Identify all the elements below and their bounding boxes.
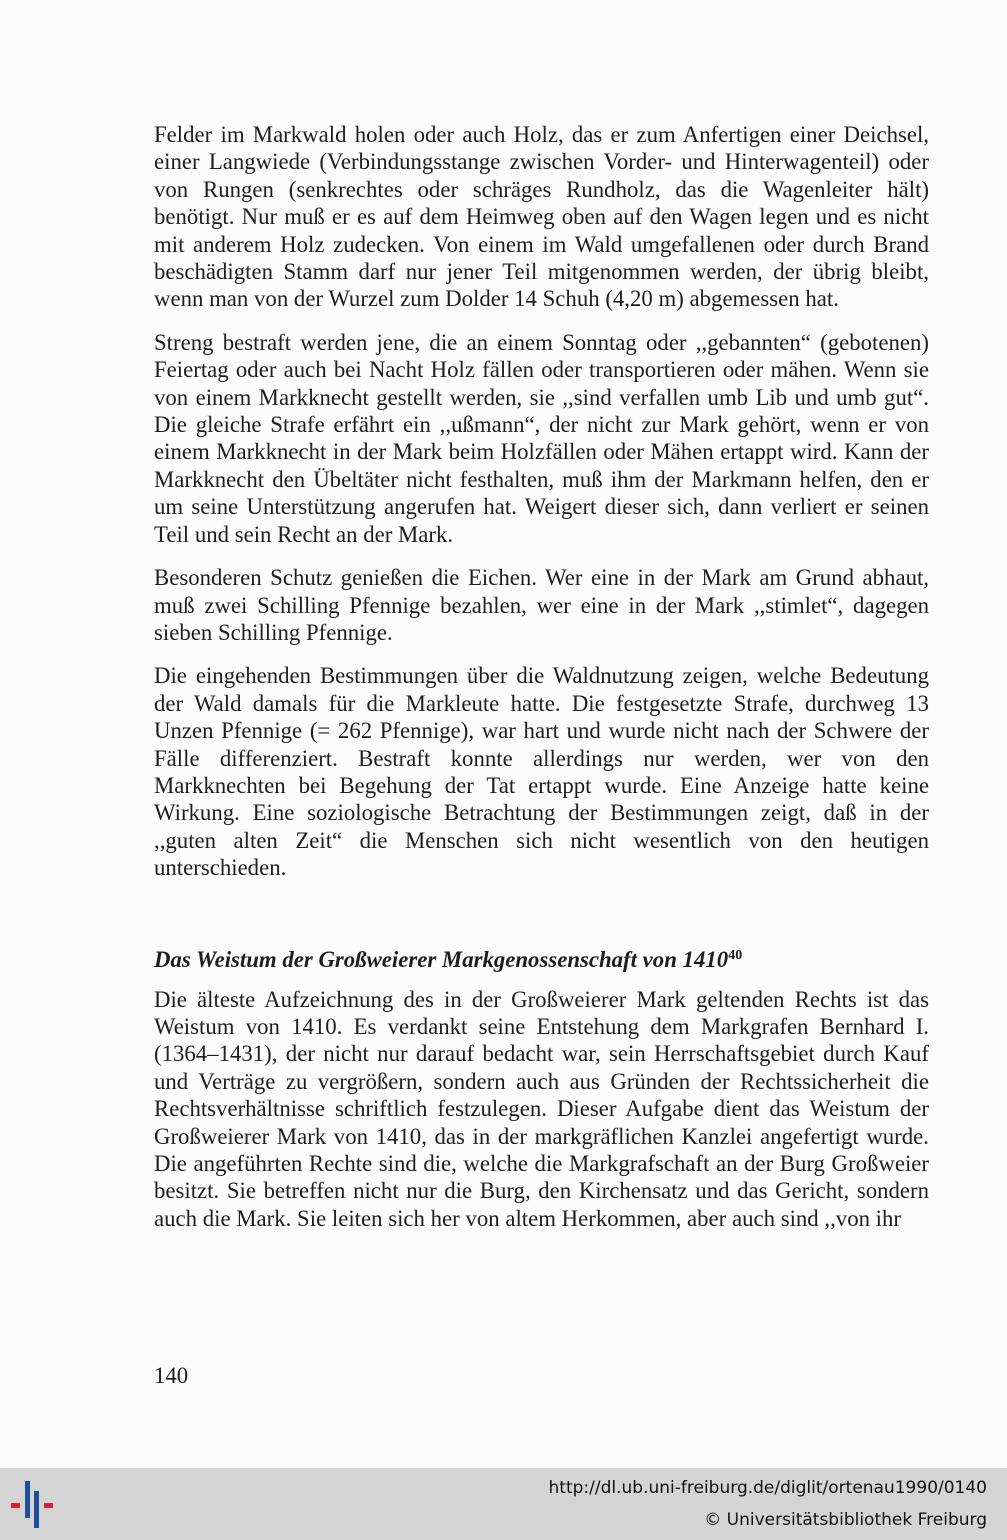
ub-freiburg-logo-icon[interactable] bbox=[8, 1476, 64, 1532]
paragraph-1: Felder im Markwald holen oder auch Holz, das er zum Anfertigen einer Deichsel, einer Langwiede (Verbindungsstange zwischen Vorder- und Hinterwagenteil) oder von Rungen (senkrechtes oder schräges Rundholz, das die Wagenleiter hält) benötigt. Nur muß er es auf dem Heimweg oben auf den Wagen legen und es nicht mit anderem Holz zudecken. Von einem im Wald umgefallenen oder durch Brand beschädigten Stamm darf nur jener Teil mitgenommen werden, der übrig bleibt, wenn man von der Wurzel zum Dolder 14 Schuh (4,20 m) abgemessen hat. bbox=[154, 122, 929, 312]
page-number: 140 bbox=[154, 1363, 189, 1388]
footer-bar bbox=[0, 1468, 1007, 1540]
section-heading-text: Das Weistum der Großweierer Markgenossenschaft von 1410 bbox=[154, 946, 729, 972]
footnote-marker: 40 bbox=[728, 947, 743, 963]
section-heading bbox=[154, 946, 929, 974]
paragraph-4: Die eingehenden Bestimmungen über die Waldnutzung zeigen, welche Bedeutung der Wald damals für die Markleute hatte. Die festgesetzte Strafe, durchweg 13 Unzen Pfennige (= 262 Pfennige), war hart und wurde nicht nach der Schwere der Fälle differenziert. Bestraft konnte allerdings nur werden, wer von den Markknechten bei Begehung der Tat ertappt wurde. Eine Anzeige hatte keine Wirkung. Eine soziologische Betrachtung der Bestimmungen zeigt, daß in der ,,guten alten Zeit“ die Menschen sich nicht wesentlich von den heutigen unterschieden. bbox=[154, 663, 929, 881]
copyright-text: © Universitätsbibliothek Freiburg bbox=[704, 1510, 987, 1530]
paragraph-5: Die älteste Aufzeichnung des in der Großweierer Mark geltenden Rechts ist das Weistum von 1410. Es verdankt seine Entstehung dem Markgrafen Bernhard I. (1364–1431), der nicht nur darauf bedacht war, sein Herrschaftsgebiet durch Kauf und Verträge zu vergrößern, sondern auch aus Gründen der Rechtssicherheit die Rechtsverhältnisse schriftlich festzulegen. Dieser Aufgabe dient das Weistum der Großweierer Mark von 1410, das in der markgräflichen Kanzlei angefertigt wurde. Die angeführten Rechte sind die, welche die Markgrafschaft an der Burg Großweier besitzt. Sie betreffen nicht nur die Burg, den Kirchensatz und das Gericht, sondern auch die Mark. Sie leiten sich her von altem Herkommen, aber auch sind ,,von ihr bbox=[154, 986, 929, 1231]
source-url-link[interactable]: http://dl.ub.uni-freiburg.de/diglit/ortenau1990/0140 bbox=[548, 1478, 987, 1498]
paragraph-3: Besonderen Schutz genießen die Eichen. Wer eine in der Mark am Grund abhaut, muß zwei Schilling Pfennige bezahlen, wer eine in der Mark ,,stimlet“, dagegen sieben Schilling Pfennige. bbox=[154, 565, 929, 645]
paragraph-2: Streng bestraft werden jene, die an einem Sonntag oder ,,gebannten“ (gebotenen) Feiertag oder auch bei Nacht Holz fällen oder transportieren oder mähen. Wenn sie von einem Markknecht gestellt werden, sie ,,sind verfallen umb Lib und umb gut“. Die gleiche Strafe erfährt ein ,,ußmann“, der nicht zur Mark gehört, wenn er von einem Markknecht in der Mark beim Holzfällen oder Mähen ertappt wird. Kann der Markknecht den Übeltäter nicht festhalten, muß ihm der Markmann helfen, den er um seine Unterstützung angerufen hat. Weigert dieser sich, dann verliert er seinen Teil und sein Recht an der Mark. bbox=[154, 329, 929, 547]
page-content bbox=[154, 121, 929, 1232]
